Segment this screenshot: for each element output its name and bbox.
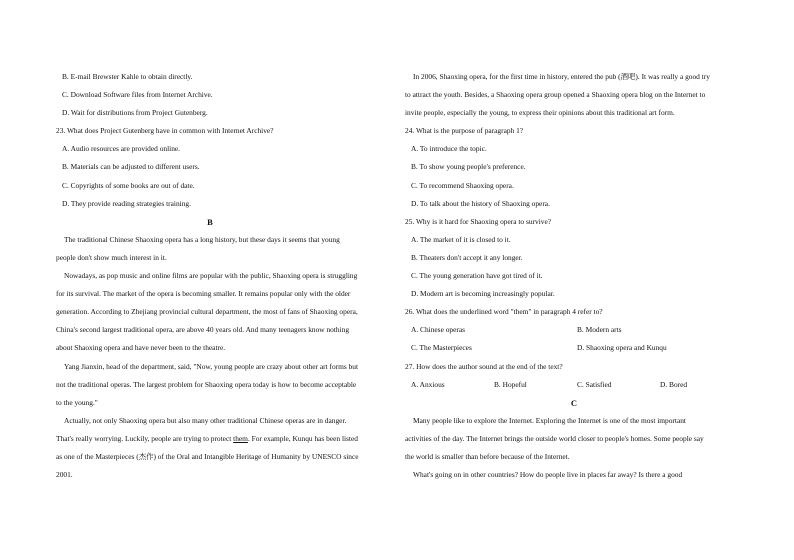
passage-line: invite people, especially the young, to express their opinions about this traditional art form. [405, 108, 675, 118]
passage-line: Actually, not only Shaoxing opera but also many other traditional Chinese operas are in danger. [64, 415, 347, 425]
question-24: 24. What is the purpose of paragraph 1? [405, 126, 524, 136]
option-26d: D. Shaoxing opera and Kunqu [577, 343, 667, 353]
passage-line: the world is smaller than before because of the Internet. [405, 451, 570, 461]
passage-line: for its survival. The market of the opera is becoming smaller. It remains popular only with the older [56, 289, 351, 299]
option-22d: D. Wait for distributions from Project Gutenberg. [62, 108, 208, 118]
passage-line: China's second largest traditional opera, are above 40 years old. And many teenagers know nothing [56, 325, 350, 335]
passage-line: Many people like to explore the Internet. Exploring the Internet is one of the most important [413, 415, 686, 425]
option-23d: D. They provide reading strategies training. [62, 198, 191, 208]
left-column [56, 68, 364, 484]
option-26a: A. Chinese operas [411, 325, 465, 335]
option-26b: B. Modern arts [577, 325, 622, 335]
option-25c: C. The young generation have got tired of it. [411, 271, 543, 281]
section-title-b: B [207, 216, 213, 227]
passage-line: What's going on in other countries? How do people live in places far away? Is there a good [413, 470, 683, 480]
question-23: 23. What does Project Gutenberg have in common with Internet Archive? [56, 126, 274, 136]
option-25a: A. The market of it is closed to it. [411, 234, 511, 244]
option-27a: A. Anxious [411, 379, 445, 389]
option-27c: C. Satisfied [577, 379, 612, 389]
option-25b: B. Theaters don't accept it any longer. [411, 252, 523, 262]
passage-text: . For example, Kunqu has been listed [247, 433, 358, 443]
underlined-word-them: them [233, 433, 248, 443]
option-24d: D. To talk about the history of Shaoxing opera. [411, 198, 550, 208]
passage-line: 2001. [56, 470, 73, 480]
option-27b: B. Hopeful [494, 379, 527, 389]
option-26c: C. The Masterpieces [411, 343, 472, 353]
passage-line: to the young." [56, 397, 98, 407]
passage-line: as one of the Masterpieces (杰作) of the Oral and Intangible Heritage of Humanity by UNESCO since [56, 451, 359, 461]
passage-line: generation. According to Zhejiang provincial cultural department, the most of fans of Shaoxing opera, [56, 307, 358, 317]
option-23a: A. Audio resources are provided online. [62, 144, 181, 154]
section-title-c: C [570, 397, 578, 408]
passage-text: That's really worrying. Luckily, people are trying to protect [56, 433, 232, 443]
question-26: 26. What does the underlined word "them" in paragraph 4 refer to? [405, 307, 603, 317]
option-22b: B. E-mail Brewster Kahle to obtain directly. [62, 72, 193, 81]
passage-line: people don't show much interest in it. [56, 252, 167, 262]
option-27d: D. Bored [660, 379, 688, 389]
passage-line: The traditional Chinese Shaoxing opera has a long history, but these days it seems that young [64, 234, 340, 244]
question-25: 25. Why is it hard for Shaoxing opera to survive? [405, 216, 552, 226]
passage-line [56, 430, 364, 448]
passage-line: about Shaoxing opera and have never been to the theatre. [56, 343, 226, 353]
passage-line: Yang Jianxin, head of the department, said, "Now, young people are crazy about other art forms but [64, 361, 359, 371]
option-24b: B. To show young people's preference. [411, 162, 526, 172]
option-23b: B. Materials can be adjusted to different users. [62, 162, 200, 172]
option-24c: C. To recommend Shaoxing opera. [411, 180, 514, 190]
passage-line: Nowadays, as pop music and online films are popular with the public, Shaoxing opera is struggling [64, 271, 358, 281]
passage-line: In 2006, Shaoxing opera, for the first time in history, entered the pub (酒吧). It was really a good try [413, 72, 710, 81]
option-24a: A. To introduce the topic. [411, 144, 487, 154]
passage-line: not the traditional operas. The largest problem for Shaoxing opera today is how to become acceptable [56, 379, 357, 389]
question-27: 27. How does the author sound at the end of the text? [405, 361, 563, 371]
option-23c: C. Copyrights of some books are out of date. [62, 180, 195, 190]
options-26-ab [405, 321, 743, 339]
option-25d: D. Modern art is becoming increasingly popular. [411, 289, 555, 299]
options-26-cd [405, 339, 743, 357]
option-22c: C. Download Software files from Internet Archive. [62, 90, 213, 100]
right-column [405, 68, 743, 484]
passage-line: to attract the youth. Besides, a Shaoxing opera group opened a Shaoxing opera blog on the Internet to [405, 90, 706, 100]
options-27 [405, 376, 743, 394]
passage-line: activities of the day. The Internet brings the outside world closer to people's homes. Some people say [405, 433, 704, 443]
